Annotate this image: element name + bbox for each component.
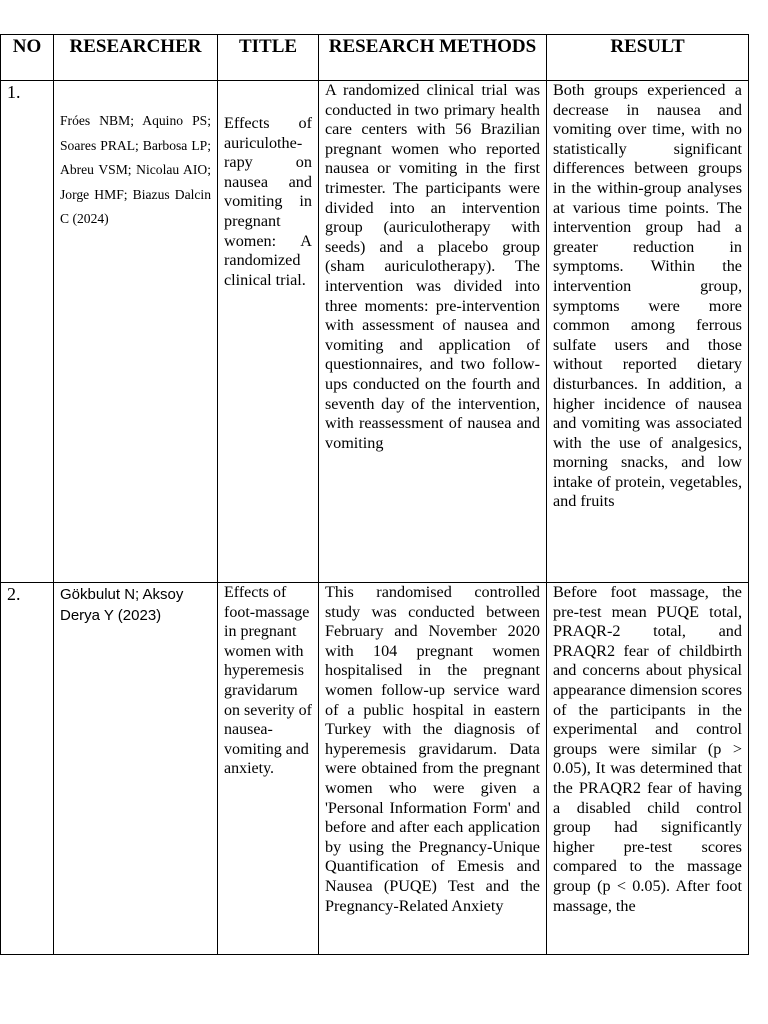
methods-cell: This randomised controlled study was conducted between February and November 2020 with 104 pregnant women hospitalised in the pregnant women follow-up service ward of a public hospital in eastern Turkey with the diagnosis of hyperemesis gravidarum. Data were obtained from the pregnant women who were given a 'Personal Information Form' and before and after each application by using the Pregnancy-Unique Quantification of Emesis and Nausea (PUQE) Test and the Pregnancy-Related Anxiety [319, 583, 547, 955]
methods-cell: A randomized clinical trial was conducted in two primary health care centers with 56 Brazilian pregnant women who reported nausea or vomiting in the first trimester. The participants were divided into an intervention group (auriculotherapy with seeds) and a placebo group (sham auriculotherapy). The intervention was divided into three moments: pre-intervention with assessment of nausea and vomiting and application of questionnaires, and two follow-ups conducted on the fourth and seventh day of the intervention, with reassessment of nausea and vomiting [319, 81, 547, 583]
header-research-methods: RESEARCH METHODS [319, 35, 547, 81]
table-header-row [1, 35, 749, 81]
header-researcher: RESEARCHER [54, 35, 218, 81]
researcher-cell: Gökbulut N; Aksoy Derya Y (2023) [54, 583, 218, 955]
header-title: TITLE [218, 35, 319, 81]
literature-review-table [0, 34, 749, 955]
header-no: NO [1, 35, 54, 81]
row-number: 1. [1, 81, 54, 583]
table-row [1, 81, 749, 583]
row-number: 2. [1, 583, 54, 955]
header-result: RESULT [547, 35, 749, 81]
researcher-cell: Fróes NBM; Aquino PS; Soares PRAL; Barbosa LP; Abreu VSM; Nicolau AIO; Jorge HMF; Biazus Dalcin C (2024) [54, 81, 218, 583]
table-row [1, 583, 749, 955]
result-cell: Before foot massage, the pre-test mean PUQE total, PRAQR-2 total, and PRAQR2 fear of childbirth and concerns about physical appearance dimension scores of the participants in the experimental and control groups were similar (p > 0.05), It was determined that the PRAQR2 fear of having a disabled child control group had significantly higher pre-test scores compared to the massage group (p < 0.05). After foot massage, the [547, 583, 749, 955]
title-cell: Effects of auriculotherapy on nausea and vomiting in pregnant women: A randomized clinical trial. [218, 81, 319, 583]
result-cell: Both groups experienced a decrease in nausea and vomiting over time, with no statistically significant differences between groups in the within-group analyses at various time points. The intervention group had a greater reduction in symptoms. Within the intervention group, symptoms were more common among ferrous sulfate users and those without reported dietary disturbances. In addition, a higher incidence of nausea and vomiting was associated with the use of analgesics, morning snacks, and low intake of protein, vegetables, and fruits [547, 81, 749, 583]
title-cell: Effects of foot-massage in pregnant women with hyperemesis gravidarum on severity of nausea-vomiting and anxiety. [218, 583, 319, 955]
